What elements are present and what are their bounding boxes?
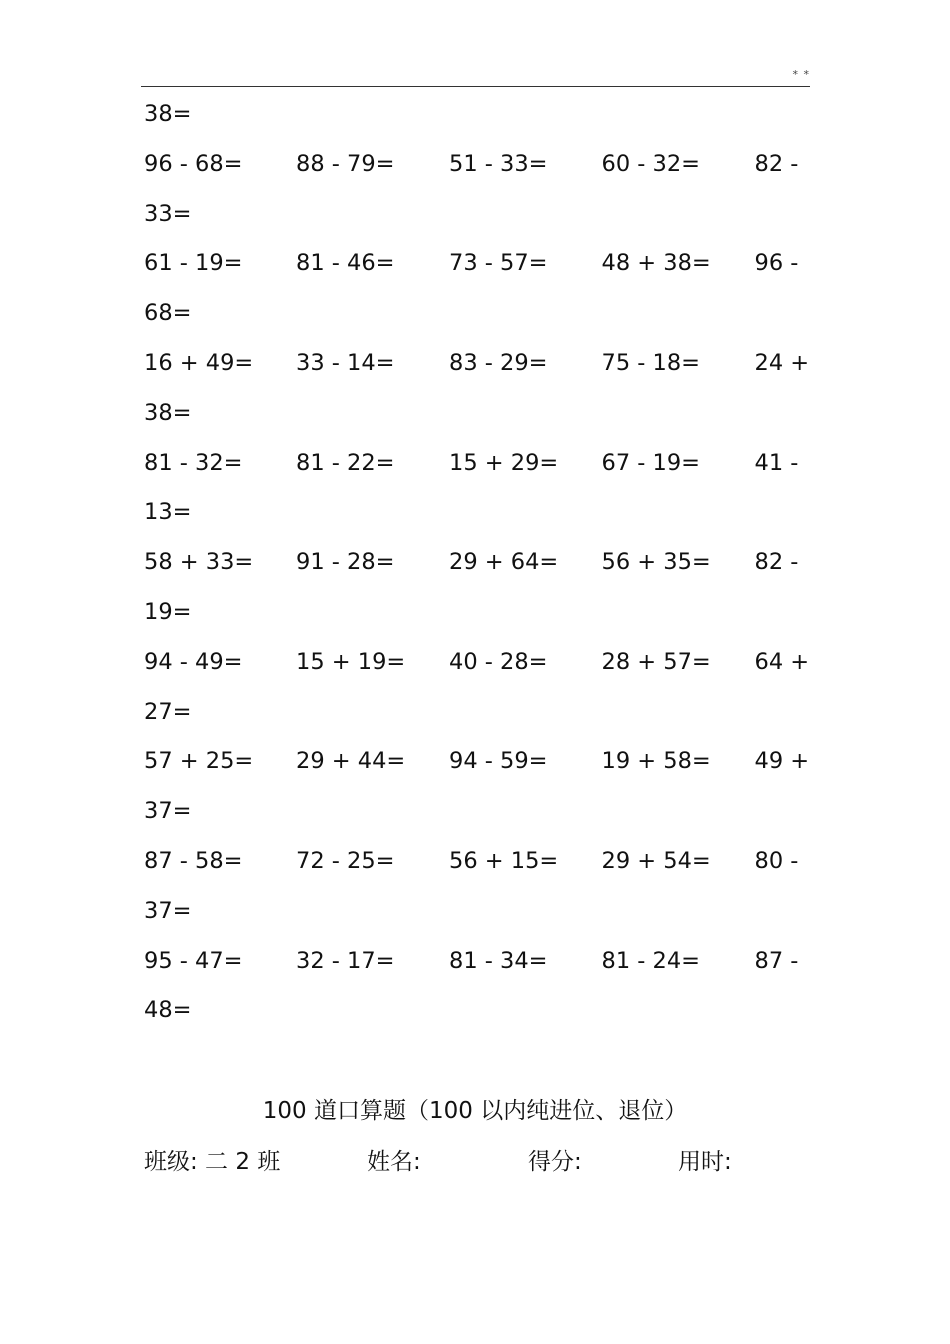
- problem-item: 40 - 28=: [449, 648, 548, 675]
- problem-item: 96 - 68=: [144, 150, 243, 177]
- problem-row: [144, 544, 810, 594]
- header-mark: * *: [792, 68, 810, 81]
- problem-item: 82 -: [754, 549, 799, 576]
- problem-item: 27=: [144, 698, 192, 725]
- wrapped-line: [144, 793, 810, 843]
- wrapped-line: [144, 196, 810, 246]
- problem-row: [144, 345, 810, 395]
- problem-item: 87 -: [754, 947, 799, 974]
- problem-item: 94 - 59=: [449, 748, 548, 775]
- problem-item: 24 +: [754, 349, 810, 376]
- problem-item: 81 - 22=: [296, 449, 395, 476]
- wrapped-line: [144, 893, 810, 943]
- problem-item: 80 -: [754, 847, 799, 874]
- class-label: 班级: 二 2 班: [144, 1149, 281, 1175]
- problem-item: 51 - 33=: [449, 150, 548, 177]
- problem-row: [144, 146, 810, 196]
- problem-item: 58 + 33=: [144, 549, 254, 576]
- next-sheet-info-row: [144, 1145, 810, 1179]
- problem-item: 81 - 34=: [449, 947, 548, 974]
- problem-row: [144, 843, 810, 893]
- problem-item: 68=: [144, 300, 192, 327]
- problem-item: 37=: [144, 798, 192, 825]
- problem-item: 87 - 58=: [144, 847, 243, 874]
- problem-item: 94 - 49=: [144, 648, 243, 675]
- problem-item: 82 -: [754, 150, 799, 177]
- problem-item: 37=: [144, 897, 192, 924]
- wrapped-line: [144, 594, 810, 644]
- problem-item: 19 + 58=: [601, 748, 711, 775]
- problem-item: 56 + 15=: [449, 847, 559, 874]
- wrapped-line: [144, 295, 810, 345]
- problem-item: 60 - 32=: [601, 150, 701, 177]
- problem-item: 67 - 19=: [601, 449, 701, 476]
- problem-item: 81 - 24=: [601, 947, 701, 974]
- problem-item: 33=: [144, 200, 192, 227]
- problem-item: 64 +: [754, 648, 810, 675]
- problem-item: 73 - 57=: [449, 250, 548, 277]
- problem-item: 56 + 35=: [601, 549, 711, 576]
- problem-item: 83 - 29=: [449, 349, 548, 376]
- problem-item: 91 - 28=: [296, 549, 395, 576]
- problem-item: 49 +: [754, 748, 810, 775]
- problem-item: 16 + 49=: [144, 349, 254, 376]
- problem-item: 38=: [144, 399, 192, 426]
- score-label: 得分:: [528, 1149, 582, 1175]
- problem-row: [144, 743, 810, 793]
- problem-item: 38=: [144, 101, 192, 127]
- wrapped-line: [144, 694, 810, 744]
- problem-item: 13=: [144, 499, 192, 526]
- problem-item: 32 - 17=: [296, 947, 395, 974]
- problem-item: 48=: [144, 997, 192, 1024]
- time-label: 用时:: [678, 1149, 732, 1175]
- name-label: 姓名:: [367, 1149, 421, 1175]
- problem-item: 75 - 18=: [601, 349, 701, 376]
- problem-item: 29 + 54=: [601, 847, 711, 874]
- problem-row: [144, 445, 810, 495]
- problem-item: 29 + 44=: [296, 748, 406, 775]
- wrapped-line: [144, 992, 810, 1042]
- problem-item: 19=: [144, 598, 192, 625]
- wrapped-line: [144, 494, 810, 544]
- problem-item: 29 + 64=: [449, 549, 559, 576]
- problem-sheet: [144, 96, 810, 1042]
- next-sheet-title: 100 道口算题（100 以内纯进位、退位）: [262, 1098, 688, 1124]
- problem-item: 88 - 79=: [296, 150, 395, 177]
- problem-item: 61 - 19=: [144, 250, 243, 277]
- wrapped-line: [144, 96, 810, 146]
- problem-item: 41 -: [754, 449, 799, 476]
- problem-item: 57 + 25=: [144, 748, 254, 775]
- problem-item: 48 + 38=: [601, 250, 711, 277]
- problem-item: 15 + 19=: [296, 648, 406, 675]
- problem-row: [144, 644, 810, 694]
- problem-item: 33 - 14=: [296, 349, 395, 376]
- problem-item: 95 - 47=: [144, 947, 243, 974]
- problem-item: 28 + 57=: [601, 648, 711, 675]
- problem-item: 81 - 46=: [296, 250, 395, 277]
- header-rule: [141, 86, 810, 87]
- problem-row: [144, 245, 810, 295]
- problem-row: [144, 943, 810, 993]
- problem-item: 15 + 29=: [449, 449, 559, 476]
- problem-item: 72 - 25=: [296, 847, 395, 874]
- problem-item: 96 -: [754, 250, 799, 277]
- wrapped-line: [144, 395, 810, 445]
- problem-item: 81 - 32=: [144, 449, 243, 476]
